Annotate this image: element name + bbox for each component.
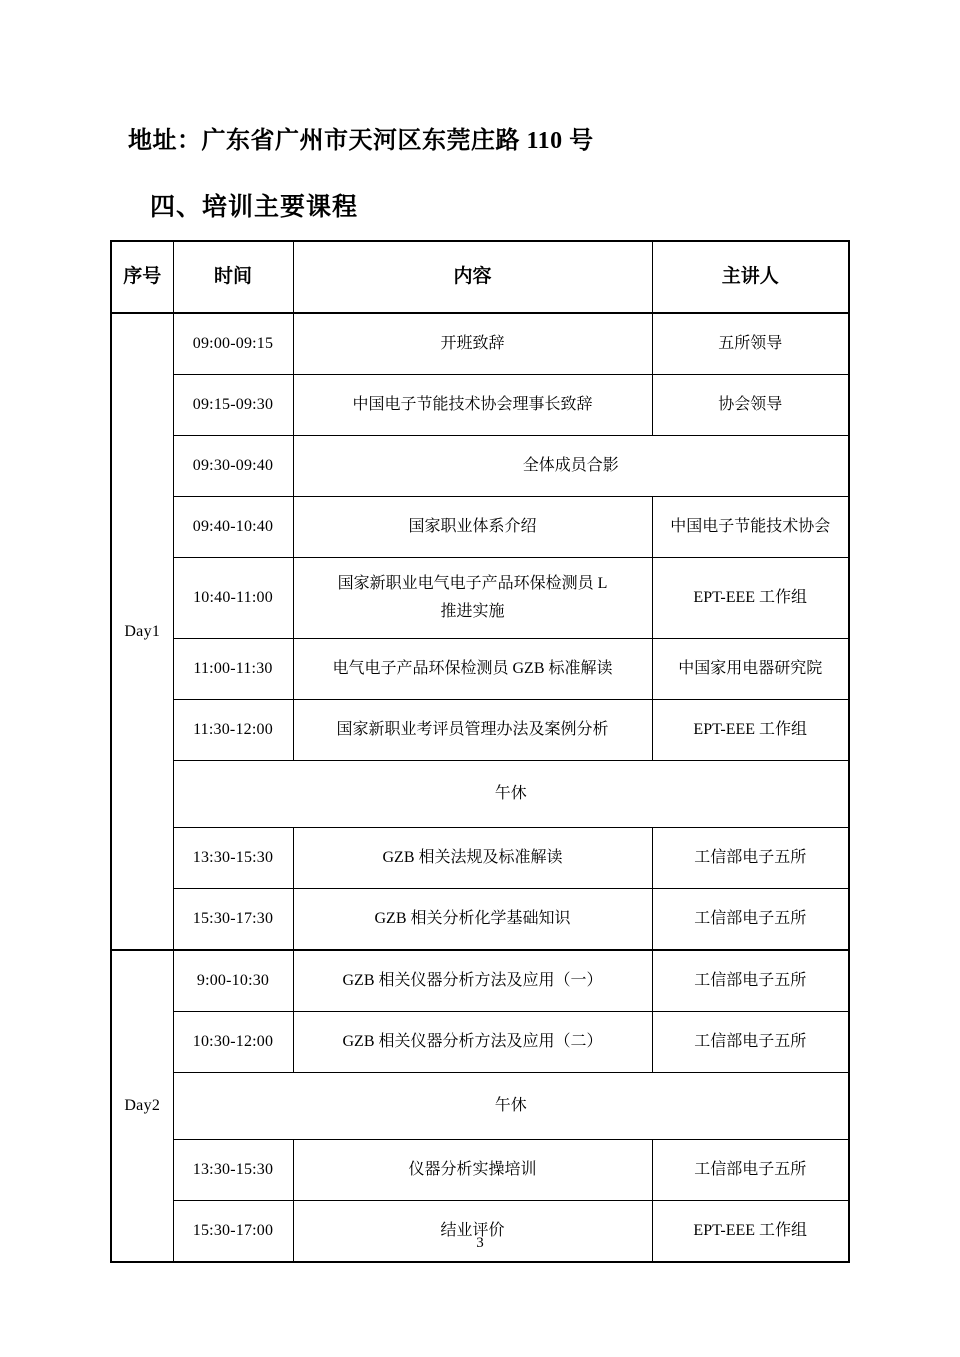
host-cell: 中国电子节能技术协会 [652,497,849,558]
topic-cell: 开班致辞 [293,313,652,375]
table-row [111,497,849,558]
time-cell: 15:30-17:30 [173,889,293,951]
host-cell: 工信部电子五所 [652,828,849,889]
table-row [111,639,849,700]
table-row [111,1012,849,1073]
topic-cell: GZB 相关仪器分析方法及应用（二） [293,1012,652,1073]
topic-host-merged-cell: 全体成员合影 [293,436,849,497]
column-header-time: 时间 [173,241,293,313]
topic-cell: GZB 相关分析化学基础知识 [293,889,652,951]
table-row [111,558,849,639]
schedule-table-wrapper [110,240,848,1263]
topic-cell: 中国电子节能技术协会理事长致辞 [293,375,652,436]
table-row [111,700,849,761]
table-row [111,1073,849,1140]
table-row [111,828,849,889]
table-row [111,436,849,497]
time-cell: 10:30-12:00 [173,1012,293,1073]
table-header [111,241,849,313]
topic-cell: 国家职业体系介绍 [293,497,652,558]
table-row [111,313,849,375]
section-heading: 四、培训主要课程 [150,192,359,221]
break-row-cell: 午休 [173,761,849,828]
table-header-row [111,241,849,313]
column-header-no: 序号 [111,241,173,313]
page-number: 3 [476,1235,484,1251]
time-cell: 09:00-09:15 [173,313,293,375]
day-label-cell: Day2 [111,950,173,1262]
topic-cell: GZB 相关仪器分析方法及应用（一） [293,950,652,1012]
table-row [111,950,849,1012]
host-cell: 工信部电子五所 [652,950,849,1012]
time-cell: 9:00-10:30 [173,950,293,1012]
address-line: 地址：广东省广州市天河区东莞庄路 110 号 [128,128,594,154]
host-cell: EPT-EEE 工作组 [652,558,849,639]
training-schedule-table [110,240,850,1263]
column-header-topic: 内容 [293,241,652,313]
table-row [111,761,849,828]
host-cell: 工信部电子五所 [652,1140,849,1201]
table-body [111,313,849,1262]
topic-cell: GZB 相关法规及标准解读 [293,828,652,889]
topic-cell: 仪器分析实操培训 [293,1140,652,1201]
break-row-cell: 午休 [173,1073,849,1140]
topic-cell: 国家新职业考评员管理办法及案例分析 [293,700,652,761]
table-row [111,1201,849,1263]
host-cell: EPT-EEE 工作组 [652,700,849,761]
table-row [111,375,849,436]
topic-cell: 电气电子产品环保检测员 GZB 标准解读 [293,639,652,700]
time-cell: 11:30-12:00 [173,700,293,761]
table-row [111,1140,849,1201]
table-row [111,889,849,951]
host-cell: 工信部电子五所 [652,889,849,951]
time-cell: 11:00-11:30 [173,639,293,700]
day-label-cell: Day1 [111,313,173,950]
host-cell: 中国家用电器研究院 [652,639,849,700]
time-cell: 15:30-17:00 [173,1201,293,1263]
topic-cell [293,558,652,639]
topic-line-2: 推进实施 [440,603,505,620]
host-cell: EPT-EEE 工作组 [652,1201,849,1263]
time-cell: 09:40-10:40 [173,497,293,558]
time-cell: 13:30-15:30 [173,828,293,889]
time-cell: 13:30-15:30 [173,1140,293,1201]
host-cell: 工信部电子五所 [652,1012,849,1073]
host-cell: 五所领导 [652,313,849,375]
column-header-host: 主讲人 [652,241,849,313]
time-cell: 10:40-11:00 [173,558,293,639]
time-cell: 09:30-09:40 [173,436,293,497]
host-cell: 协会领导 [652,375,849,436]
time-cell: 09:15-09:30 [173,375,293,436]
topic-line-1: 国家新职业电气电子产品环保检测员 L [337,575,608,592]
topic-cell: 结业评价 [293,1201,652,1263]
